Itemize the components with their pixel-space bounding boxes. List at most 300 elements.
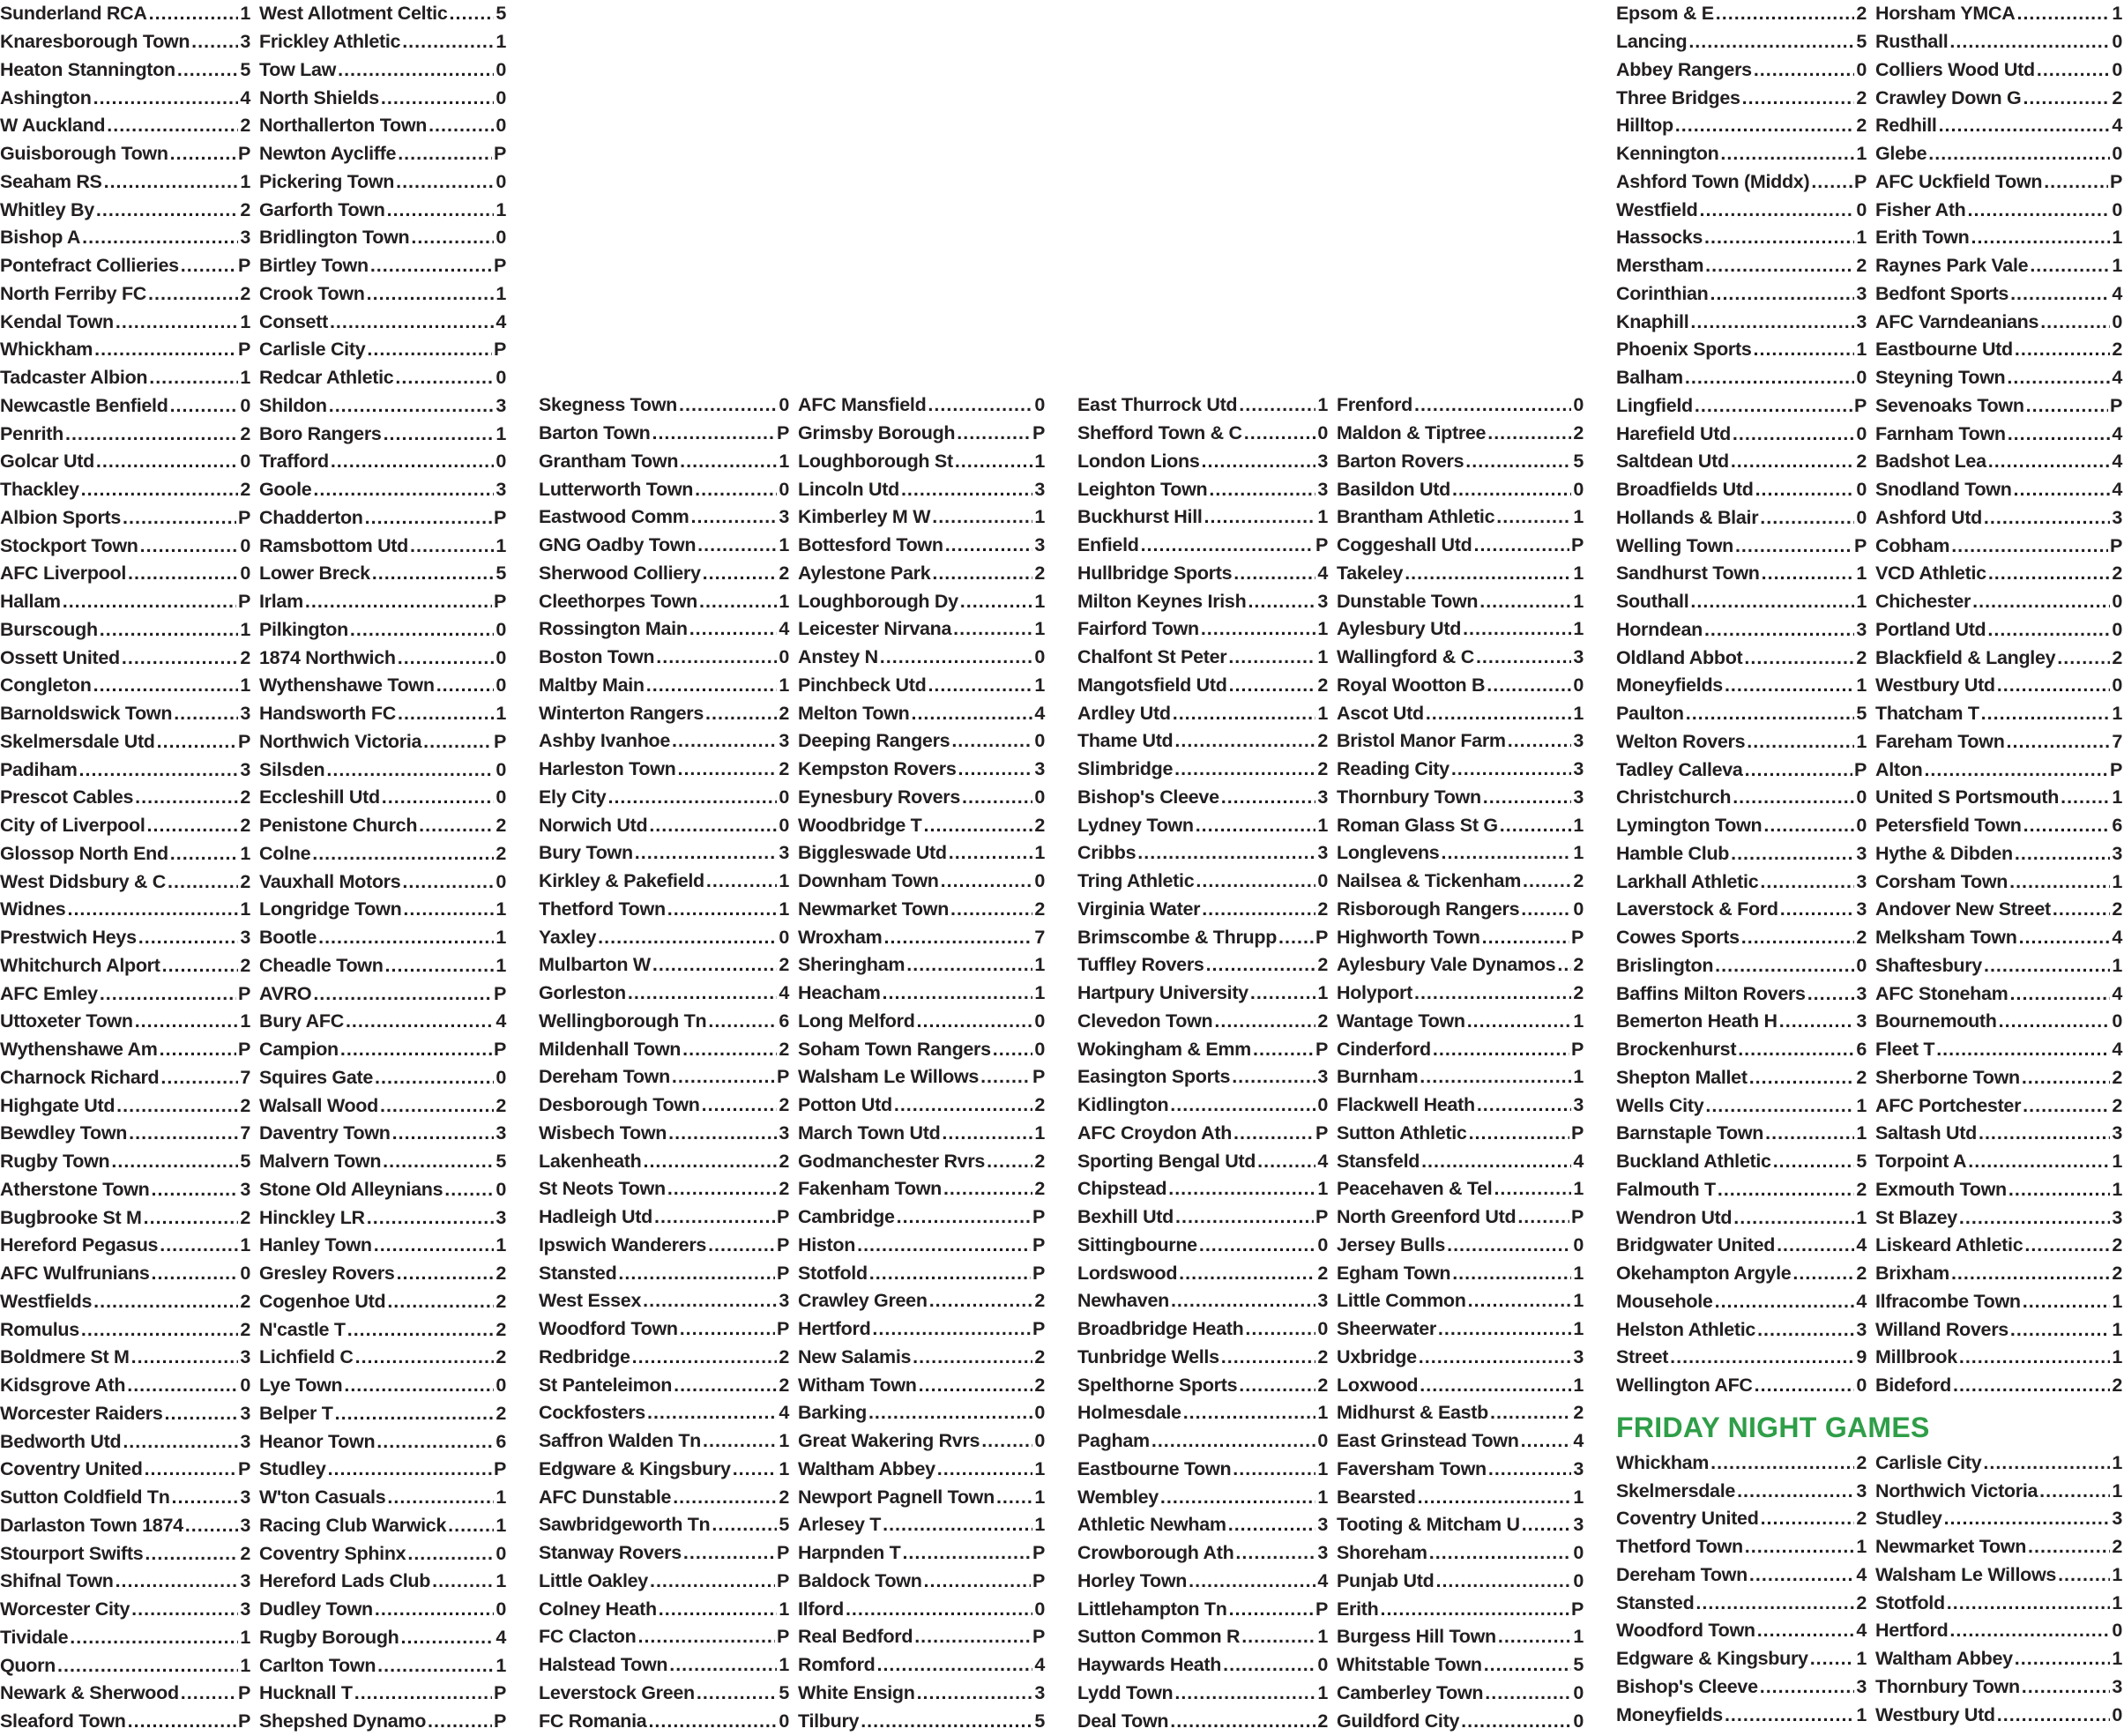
dot-leader [1201,618,1316,640]
away-team [794,1542,1050,1564]
result-row [539,923,1050,951]
team-name: Tadley Calleva [1616,758,1743,780]
home-team [1077,982,1333,1004]
team-name: AFC Emley [0,982,98,1004]
team-name: Thatcham T [1875,703,1979,725]
result-row [1616,868,2124,896]
team-name: Corinthian [1616,282,1709,304]
score: 3 [240,758,250,780]
score: 1 [1573,814,1584,836]
result-row [539,1063,1050,1092]
team-name: Thetford Town [539,898,666,920]
team-name: Sandhurst Town [1616,563,1760,585]
score: 3 [240,703,250,725]
score: 2 [2112,86,2122,108]
away-team [794,618,1050,640]
team-name: Leverstock Green [539,1681,695,1703]
away-team [794,1430,1050,1452]
score: P [237,255,250,277]
score: 3 [1573,1094,1584,1116]
score: 0 [2112,1703,2122,1725]
score: 1 [1573,562,1584,584]
team-name: Ely City [539,786,607,808]
score: 4 [1856,1290,1867,1312]
home-team [539,1570,794,1592]
home-team [539,1346,794,1368]
team-name: Tunbridge Wells [1077,1345,1219,1367]
away-team [1333,1514,1589,1536]
dot-leader [894,1094,1032,1116]
dot-leader [1209,479,1315,501]
team-name: Mulbarton W [539,954,651,976]
away-team [1872,1648,2124,1670]
home-team [0,1458,256,1480]
score: 3 [1034,534,1045,556]
result-row [0,700,511,728]
home-team [1616,955,1872,977]
team-name: Goole [259,479,312,501]
result-row [1077,1595,1589,1623]
dot-leader [1811,171,1852,193]
dot-leader [1749,1067,1855,1089]
result-row [0,364,511,392]
team-name: Malvern Town [259,1151,382,1173]
dot-leader [168,871,238,893]
dot-leader [697,534,777,556]
team-name: Brockenhurst [1616,1039,1737,1061]
dot-leader [945,534,1033,556]
dot-leader [162,955,239,977]
home-team [539,1234,794,1256]
score: 1 [1573,1262,1584,1284]
score: 0 [496,758,506,780]
score: 2 [1034,562,1045,584]
dot-leader [914,1626,1031,1648]
home-team [1616,1122,1872,1144]
dot-leader [96,451,238,473]
team-name: Okehampton Argyle [1616,1263,1792,1285]
team-name: Tilbury [798,1710,860,1732]
dot-leader [181,1682,236,1704]
score: P [493,506,506,528]
dot-leader [869,1263,1031,1285]
team-name: Thornbury Town [1337,786,1481,808]
home-team [1616,3,1872,25]
team-name: Penistone Church [259,815,418,837]
score: 2 [496,815,506,837]
away-team [794,591,1050,613]
away-team [794,1234,1050,1256]
score: 0 [496,618,506,640]
dot-leader [949,842,1033,864]
score: 0 [1317,1094,1328,1116]
away-team [794,563,1050,585]
result-row [539,1456,1050,1484]
result-row [1616,1589,2124,1617]
away-team [794,982,1050,1004]
score: 3 [779,730,789,752]
home-team [539,534,794,556]
dot-leader [1720,143,1854,165]
result-row [1077,1259,1589,1287]
team-name: Whitstable Town [1337,1654,1482,1676]
score: 3 [2112,1508,2122,1530]
home-team [0,479,256,501]
dot-leader [419,815,494,837]
dot-leader [2037,59,2110,81]
score: 3 [1573,1457,1584,1479]
team-name: Woodford Town [1616,1620,1755,1642]
home-team [0,1010,256,1032]
team-name: Dudley Town [259,1598,373,1621]
team-name: Colney Heath [539,1598,657,1620]
team-name: Highgate Utd [0,1094,116,1116]
score: 3 [1034,758,1045,780]
dot-leader [654,1206,775,1228]
dot-leader [107,115,238,137]
team-name: AFC Dunstable [539,1486,672,1508]
score: 0 [1034,1402,1045,1424]
team-name: Frickley Athletic [259,31,401,53]
dot-leader [1754,59,1855,81]
team-name: Stourport Swifts [0,1542,144,1564]
dot-leader [643,1151,777,1173]
team-name: Stansted [1616,1591,1695,1613]
home-team [0,815,256,837]
dot-leader [81,1319,238,1341]
dot-leader [652,954,777,976]
score: 2 [2112,898,2122,920]
away-team [256,1710,511,1732]
dot-leader [1695,395,1852,417]
dot-leader [1233,563,1315,585]
dot-leader [81,479,239,501]
home-team [0,1570,256,1592]
dot-leader [1936,1039,2110,1061]
home-team [0,955,256,977]
home-team [1077,1710,1333,1732]
score: 2 [1573,422,1584,444]
team-name: Torpoint A [1875,1151,1967,1173]
result-row [1616,168,2124,197]
away-team [1333,1598,1589,1621]
away-team [1872,87,2124,109]
section-header-friday-night-games [1616,1400,2124,1449]
result-row [1616,364,2124,392]
home-team [1616,255,1872,277]
away-team [256,255,511,277]
score: 1 [496,1234,506,1256]
team-name: Grantham Town [539,450,679,472]
home-team [539,479,794,501]
team-name: Punjab Utd [1337,1569,1435,1591]
score: 3 [1317,842,1328,864]
home-team [1616,1564,1872,1586]
away-team [256,898,511,920]
score: 2 [779,702,789,724]
away-team [256,1431,511,1453]
score: 1 [496,1486,506,1509]
result-row [1616,308,2124,336]
away-team [256,1122,511,1144]
team-name: Tadcaster Albion [0,367,148,389]
score: 1 [1317,618,1328,640]
result-row [1077,1427,1589,1456]
away-team [1333,1234,1589,1256]
team-name: Stockport Town [0,534,138,556]
team-name: Bedworth Utd [0,1430,122,1452]
result-row [539,1371,1050,1399]
score: 0 [1034,1598,1045,1620]
team-name: Horndean [1616,618,1703,640]
dot-leader [674,1375,777,1397]
team-name: Ashby Ivanhoe [539,730,671,752]
dot-leader [398,703,494,725]
dot-leader [1810,1648,1855,1670]
away-team [1333,1066,1589,1088]
dot-leader [924,815,1033,837]
team-name: Rusthall [1875,31,1949,53]
dot-leader [1733,423,1854,445]
team-name: Steyning Town [1875,367,2006,389]
home-team [1616,507,1872,529]
score: P [1032,1626,1045,1648]
score: 0 [496,646,506,668]
score: 0 [496,1598,506,1621]
dot-leader [637,1626,774,1648]
result-row [0,252,511,280]
score: 2 [1317,898,1328,920]
home-team [0,1598,256,1621]
result-row [0,1596,511,1624]
team-name: Ascot Utd [1337,702,1424,724]
team-name: Lingfield [1616,394,1693,416]
away-team [256,507,511,529]
team-name: Merstham [1616,255,1704,277]
score: 5 [779,1681,789,1703]
dot-leader [396,171,494,193]
score: 3 [1573,646,1584,668]
team-name: Faversham Town [1337,1457,1487,1479]
score: 1 [1573,1290,1584,1312]
away-team [794,1206,1050,1228]
away-team [794,1094,1050,1116]
team-name: Lutterworth Town [539,478,694,500]
score: 1 [2112,1648,2122,1670]
score: P [493,730,506,752]
team-name: Hamble Club [1616,842,1730,864]
team-name: Hythe & Dibden [1875,842,2013,864]
dot-leader [1735,535,1852,557]
dot-leader [1765,1122,1854,1144]
score: P [776,422,789,444]
dot-leader [868,1402,1032,1424]
result-row [0,420,511,448]
score: 3 [496,1206,506,1228]
team-name: Studley [1875,1508,1942,1530]
dot-leader [384,423,495,445]
score: 2 [240,115,250,137]
away-team [1872,983,2124,1005]
score: 1 [496,898,506,920]
score: 4 [1573,1430,1584,1452]
team-name: Cribbs [1077,842,1137,864]
home-team [1077,1486,1333,1509]
away-team [794,646,1050,668]
away-team [256,479,511,501]
home-team [1616,815,1872,837]
home-team [0,199,256,221]
dot-leader [928,394,1032,416]
team-name: Roman Glass St G [1337,814,1498,836]
dot-leader [1463,618,1571,640]
team-name: Burgess Hill Town [1337,1626,1496,1648]
score: 1 [240,170,250,192]
team-name: Leicester Nirvana [798,618,952,640]
dot-leader [1972,591,2110,613]
result-row [0,532,511,560]
score: 3 [240,1570,250,1592]
away-team [1872,1620,2124,1642]
team-name: Ashford Town (Middx) [1616,170,1810,192]
result-row [1077,448,1589,476]
result-row [1077,475,1589,503]
home-team [0,1151,256,1173]
dot-leader [691,506,778,528]
dot-leader [917,1010,1033,1032]
score: 3 [240,1486,250,1509]
away-team [1872,619,2124,641]
score: 2 [779,562,789,584]
score: 0 [496,227,506,249]
team-name: Athletic Newham [1077,1514,1226,1536]
dot-leader [695,479,777,501]
result-row [0,560,511,588]
score: 3 [1317,1290,1328,1312]
team-name: Deal Town [1077,1710,1169,1732]
score: 2 [1317,674,1328,696]
result-row [1616,1120,2124,1148]
team-name: Squires Gate [259,1066,374,1088]
score: 3 [1856,1675,1867,1697]
dot-leader [712,1514,777,1536]
result-row [539,1232,1050,1260]
away-team [256,1655,511,1677]
dot-leader [1675,115,1855,137]
result-row [1616,252,2124,280]
score: 0 [1573,394,1584,416]
away-team [1333,1654,1589,1676]
team-name: Bewdley Town [0,1122,128,1144]
dot-leader [1951,1263,2110,1285]
result-row [539,391,1050,420]
result-row [1077,923,1589,951]
score: 2 [1034,1374,1045,1396]
dot-leader [450,3,495,25]
dot-leader [116,311,238,333]
result-row [539,1399,1050,1427]
dot-leader [1248,591,1315,613]
result-row [1077,672,1589,700]
home-team [1616,843,1872,865]
result-row [1616,1232,2124,1260]
result-row [0,728,511,756]
team-name: Cheadle Town [259,954,384,976]
score: 2 [2112,563,2122,585]
score: 1 [1317,814,1328,836]
dot-leader [1421,1151,1571,1173]
home-team [1077,1458,1333,1480]
dot-leader [402,31,494,53]
home-team [1077,1542,1333,1564]
score: 0 [1317,1430,1328,1452]
dot-leader [377,1655,494,1677]
dot-leader [1168,1178,1315,1200]
dot-leader [1482,927,1569,949]
result-row [539,1259,1050,1287]
result-row [539,1175,1050,1203]
away-team [1872,3,2124,25]
score: 3 [2112,842,2122,864]
result-row [1077,420,1589,448]
dot-leader [650,1570,775,1592]
dot-leader [672,1066,775,1088]
team-name: Longlevens [1337,842,1440,864]
score: 4 [1856,1234,1867,1256]
team-name: Waltham Abbey [1875,1648,2013,1670]
result-row [1616,1533,2124,1561]
dot-leader [429,115,494,137]
dot-leader [93,1291,238,1313]
result-row [0,1092,511,1120]
away-team [1333,927,1589,949]
away-team [794,1346,1050,1368]
team-name: Bugbrooke St M [0,1206,142,1228]
home-team [539,870,794,892]
away-team [256,591,511,613]
dot-leader [1731,843,1854,865]
result-row [1616,140,2124,168]
team-name: Sherborne Town [1875,1066,2020,1088]
dot-leader [2030,255,2110,277]
away-team [1872,898,2124,920]
score: 1 [1856,563,1867,585]
score: 4 [1034,1654,1045,1676]
dot-leader [2028,1536,2110,1558]
team-name: Wendron Utd [1616,1206,1733,1228]
team-name: AFC Stoneham [1875,982,2008,1004]
home-team [1616,1648,1872,1670]
team-name: Boldmere St M [0,1346,130,1368]
team-name: Lincoln Utd [798,478,899,500]
result-row [0,756,511,784]
result-row [1616,504,2124,533]
dot-leader [1487,674,1571,697]
dot-leader [1223,1654,1315,1676]
dot-leader [2057,647,2110,669]
home-team [0,535,256,557]
score: P [493,1682,506,1704]
team-name: Portland Utd [1875,618,1986,640]
team-name: Colne [259,842,311,864]
team-name: Skegness Town [539,394,677,416]
score: 7 [2112,730,2122,752]
score: 3 [240,1402,250,1424]
team-name: Kennington [1616,143,1719,165]
team-name: Mangotsfield Utd [1077,674,1227,696]
dot-leader [340,1039,492,1061]
dot-leader [1755,479,1855,501]
